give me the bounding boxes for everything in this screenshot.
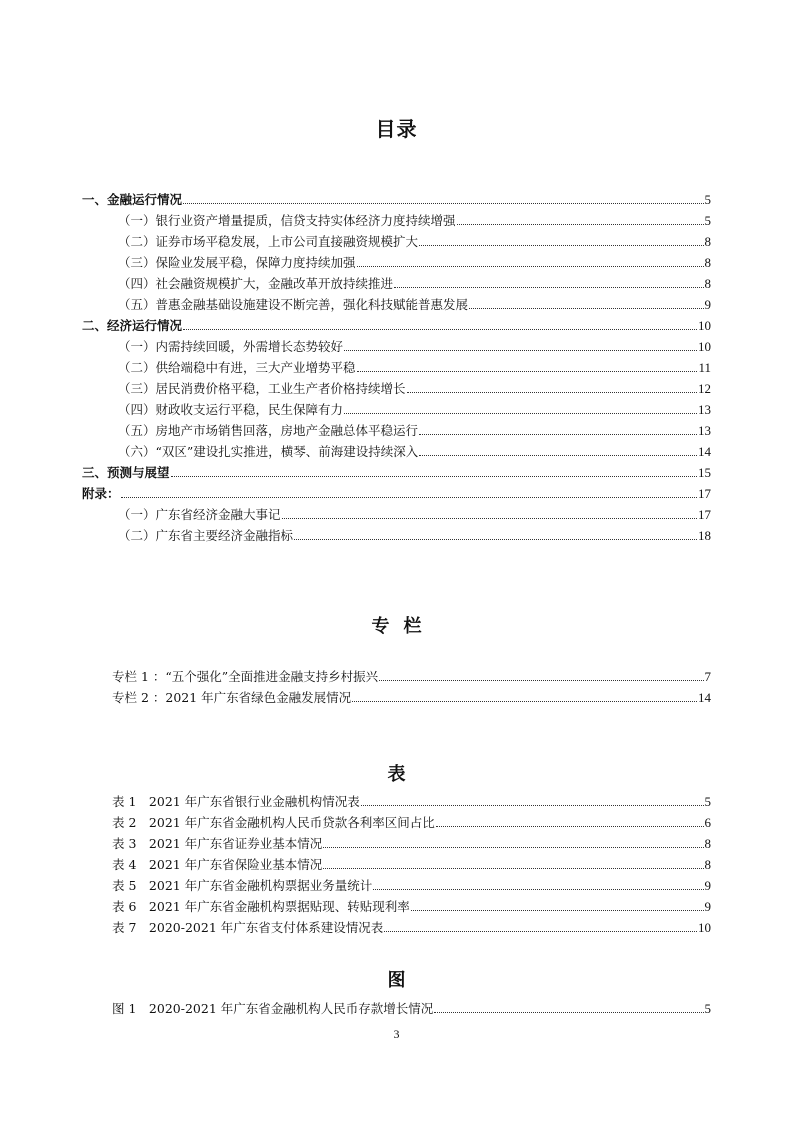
column-entry[interactable] (112, 688, 711, 706)
toc-entry-page: 8 (704, 276, 711, 291)
dot-leader (357, 266, 704, 267)
dot-leader (411, 910, 704, 911)
toc-entry-page: 17 (698, 486, 711, 501)
toc-entry-label: 二、经济运行情况 (82, 318, 183, 333)
toc-entry-label: （二）广东省主要经济金融指标 (118, 528, 294, 543)
page-number: 3 (393, 1027, 400, 1041)
table-entry-label: 表 6 2021 年广东省金融机构票据贴现、转贴现利率 (112, 899, 410, 914)
column-entry-page: 14 (698, 690, 711, 705)
dot-leader (352, 701, 697, 702)
toc-entry[interactable] (82, 463, 711, 481)
toc-entry-page: 10 (698, 318, 711, 333)
dot-leader (434, 1012, 703, 1013)
toc-entry-label: （四）财政收支运行平稳，民生保障有力 (118, 402, 344, 417)
toc-entry-page: 5 (704, 192, 711, 207)
dot-leader (419, 245, 703, 246)
table-entry[interactable] (112, 855, 711, 873)
table-entry-page: 5 (704, 794, 711, 809)
table-entry-label: 表 7 2020-2021 年广东省支付体系建设情况表 (112, 920, 384, 935)
figure-entry[interactable] (112, 999, 711, 1017)
toc-entry[interactable] (118, 358, 711, 376)
dot-leader (357, 371, 698, 372)
dot-leader (419, 434, 697, 435)
figures-title: 图 (387, 970, 406, 991)
dot-leader (373, 889, 703, 890)
toc-entry[interactable] (118, 379, 711, 397)
toc-entry-page: 12 (698, 381, 711, 396)
toc-entry-page: 10 (698, 339, 711, 354)
table-entry[interactable] (112, 918, 711, 936)
table-entry-label: 表 2 2021 年广东省金融机构人民币贷款各利率区间占比 (112, 815, 435, 830)
toc-entry[interactable] (118, 442, 711, 460)
toc-entry-page: 18 (698, 528, 711, 543)
dot-leader (171, 476, 697, 477)
toc-entry-page: 9 (704, 297, 711, 312)
toc-entry[interactable] (118, 421, 711, 439)
column-entry[interactable] (112, 667, 711, 685)
toc-entry[interactable] (118, 505, 711, 523)
table-entry[interactable] (112, 792, 711, 810)
table-entry-page: 6 (704, 815, 711, 830)
toc-entry-page: 8 (704, 234, 711, 249)
toc-entry[interactable] (118, 253, 711, 271)
toc-entry[interactable] (118, 337, 711, 355)
toc-entry-label: （一）银行业资产增量提质，信贷支持实体经济力度持续增强 (118, 213, 456, 228)
toc-entry-label: 三、预测与展望 (82, 465, 170, 480)
toc-entry-label: （三）保险业发展平稳，保障力度持续加强 (118, 255, 356, 270)
table-entry-page: 8 (704, 857, 711, 872)
toc-entry-page: 8 (704, 255, 711, 270)
figure-entry-page: 5 (704, 1001, 711, 1016)
column-entry-page: 7 (704, 669, 711, 684)
table-entry[interactable] (112, 834, 711, 852)
toc-entry-label: （一）广东省经济金融大事记 (118, 507, 281, 522)
figure-entry-label: 图 1 2020-2021 年广东省金融机构人民币存款增长情况 (112, 1001, 434, 1016)
dot-leader (282, 518, 697, 519)
toc-entry-label: 一、金融运行情况 (82, 192, 183, 207)
toc-title: 目录 (375, 117, 418, 141)
toc-entry[interactable] (118, 526, 711, 544)
toc-entry-label: （五）普惠金融基础设施建设不断完善，强化科技赋能普惠发展 (118, 297, 469, 312)
toc-entry[interactable] (82, 316, 711, 334)
dot-leader (323, 868, 703, 869)
toc-entry[interactable] (118, 232, 711, 250)
toc-entry-page: 13 (698, 402, 711, 417)
toc-entry-page: 17 (698, 507, 711, 522)
column-entry-label: 专栏 1 ：“五个强化”全面推进金融支持乡村振兴 (112, 669, 379, 684)
toc-entry-label: （二）供给端稳中有进，三大产业增势平稳 (118, 360, 356, 375)
dot-leader (407, 392, 697, 393)
toc-entry[interactable] (118, 211, 711, 229)
dot-leader (457, 224, 704, 225)
table-entry-page: 9 (704, 878, 711, 893)
tables-title: 表 (387, 764, 406, 785)
toc-entry[interactable] (118, 295, 711, 313)
toc-entry-label: （一）内需持续回暖，外需增长态势较好 (118, 339, 344, 354)
table-entry-label: 表 4 2021 年广东省保险业基本情况 (112, 857, 323, 872)
dot-leader (361, 805, 704, 806)
toc-entry[interactable] (82, 190, 711, 208)
toc-entry-label: （四）社会融资规模扩大，金融改革开放持续推进 (118, 276, 394, 291)
table-entry-label: 表 5 2021 年广东省金融机构票据业务量统计 (112, 878, 373, 893)
toc-entry-label: 附录： (82, 486, 120, 501)
toc-entry-label: （二）证券市场平稳发展，上市公司直接融资规模扩大 (118, 234, 419, 249)
dot-leader (419, 455, 697, 456)
toc-entry-label: （六）“双区”建设扎实推进，横琴、前海建设持续深入 (118, 444, 419, 459)
dot-leader (469, 308, 703, 309)
table-entry-label: 表 1 2021 年广东省银行业金融机构情况表 (112, 794, 360, 809)
table-entry-page: 8 (704, 836, 711, 851)
toc-entry-label: （五）房地产市场销售回落，房地产金融总体平稳运行 (118, 423, 419, 438)
toc-entry[interactable] (118, 274, 711, 292)
table-entry-label: 表 3 2021 年广东省证券业基本情况 (112, 836, 323, 851)
dot-leader (323, 847, 703, 848)
table-entry[interactable] (112, 876, 711, 894)
dot-leader (344, 350, 697, 351)
dot-leader (183, 329, 697, 330)
table-entry-page: 10 (698, 920, 711, 935)
dot-leader (294, 539, 697, 540)
toc-entry-page: 5 (704, 213, 711, 228)
dot-leader (436, 826, 704, 827)
table-entry-page: 9 (704, 899, 711, 914)
dot-leader (344, 413, 697, 414)
dot-leader (121, 497, 697, 498)
toc-entry[interactable] (82, 484, 711, 502)
column-entry-label: 专栏 2 ：2021 年广东省绿色金融发展情况 (112, 690, 352, 705)
table-entry[interactable] (112, 897, 711, 915)
dot-leader (384, 931, 697, 932)
toc-entry-page: 14 (698, 444, 711, 459)
dot-leader (394, 287, 703, 288)
dot-leader (183, 203, 703, 204)
toc-entry-label: （三）居民消费价格平稳，工业生产者价格持续增长 (118, 381, 406, 396)
toc-entry-page: 11 (698, 360, 711, 375)
toc-entry-page: 13 (698, 423, 711, 438)
columns-title: 专栏 (371, 616, 436, 637)
toc-entry[interactable] (118, 400, 711, 418)
dot-leader (379, 680, 703, 681)
table-entry[interactable] (112, 813, 711, 831)
toc-entry-page: 15 (698, 465, 711, 480)
